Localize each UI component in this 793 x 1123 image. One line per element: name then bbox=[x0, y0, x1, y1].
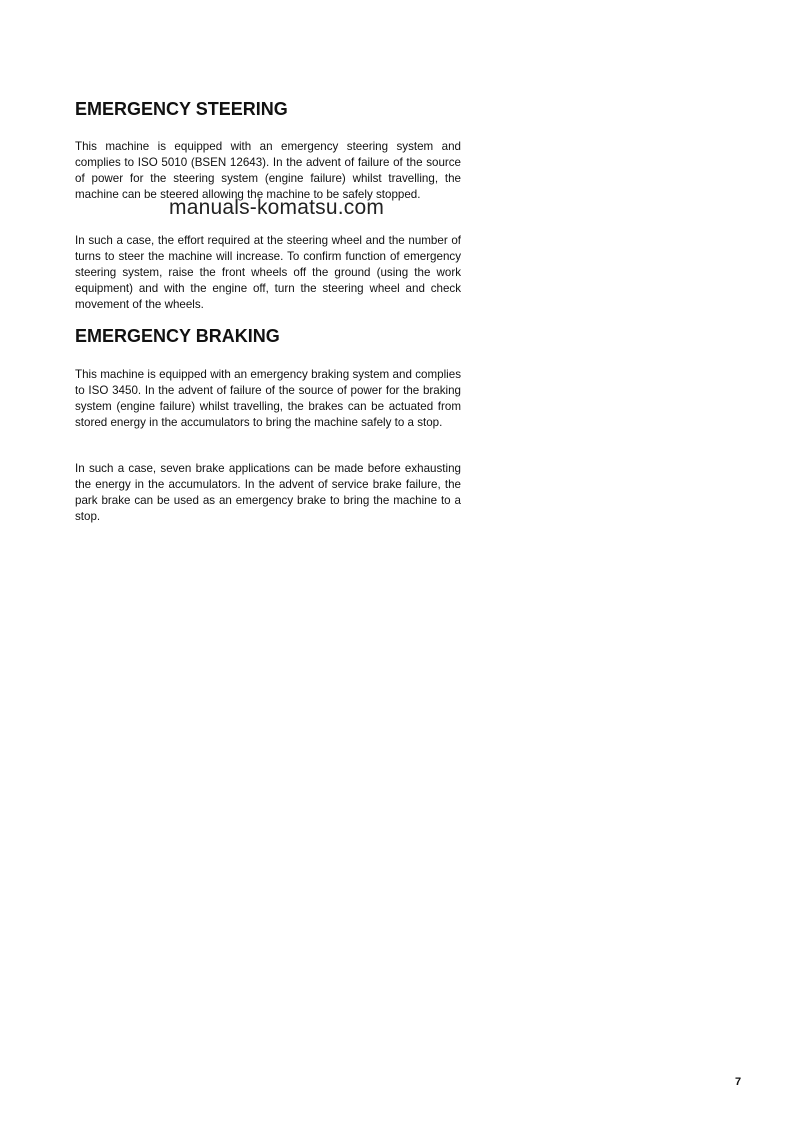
paragraph-braking-system-description: This machine is equipped with an emergency braking system and complies to ISO 3450. In the advent of failure of the source of power for the braking system (engine failure) whilst travelling, the brakes can be actuated from stored energy in the accumulators to bring the machine safely to a stop. bbox=[75, 368, 461, 429]
page-number: 7 bbox=[735, 1076, 742, 1088]
section-heading-emergency-braking: EMERGENCY BRAKING bbox=[75, 326, 280, 346]
section-heading-emergency-steering: EMERGENCY STEERING bbox=[75, 99, 288, 119]
paragraph-steering-check-procedure: In such a case, the effort required at the steering wheel and the number of turns to steer the machine will increase. To confirm function of emergency steering system, raise the front wheels off the ground (using the work equipment) and with the engine off, turn the steering wheel and check movement of the wheels. bbox=[75, 234, 461, 311]
paragraph-brake-applications: In such a case, seven brake applications can be made before exhausting the energy in the accumulators. In the advent of service brake failure, the park brake can be used as an emergency brake to bring the machine to a stop. bbox=[75, 462, 461, 523]
paragraph-steering-system-description: This machine is equipped with an emergency steering system and complies to ISO 5010 (BSEN 12643). In the advent of failure of the source of power for the steering system (engine failure) whilst travelling, the machine can be steered allowing the machine to be safely stopped. bbox=[75, 140, 461, 201]
watermark-text: manuals-komatsu.com bbox=[169, 196, 385, 219]
